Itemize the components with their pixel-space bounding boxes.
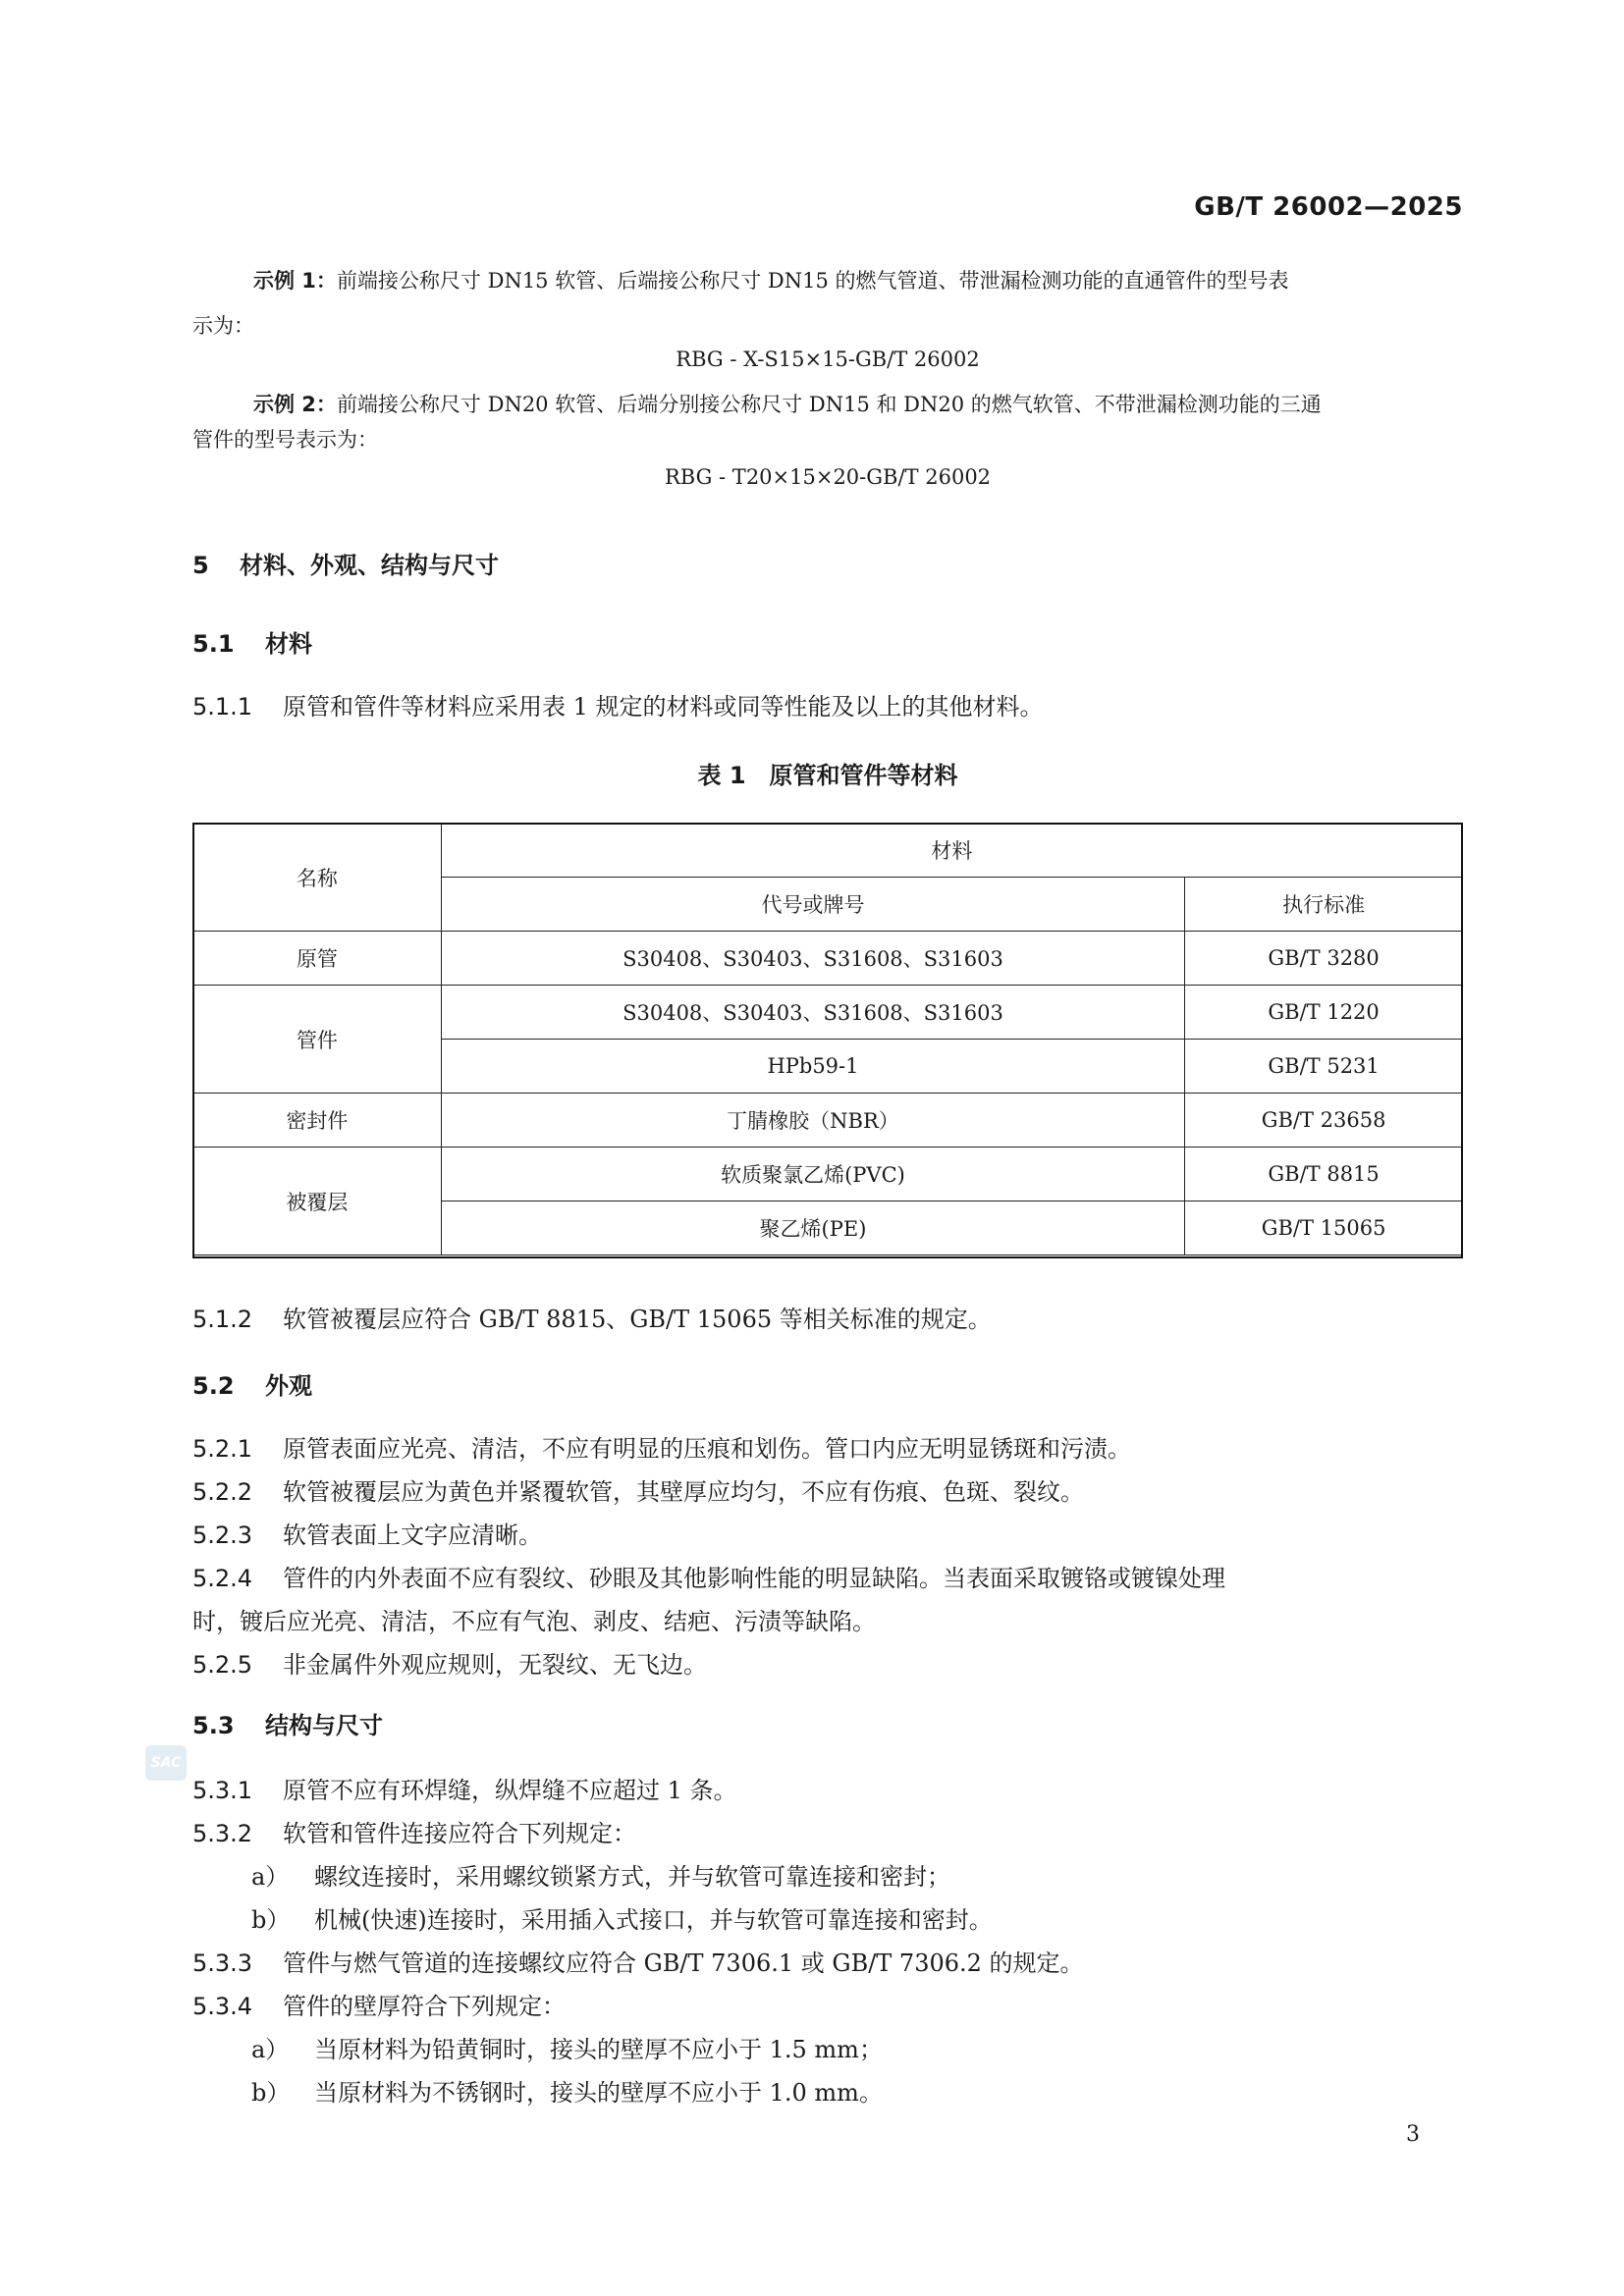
clause-number: 5.2.3: [192, 1522, 253, 1549]
clause-5-3-1: [192, 1773, 737, 1808]
page-number: 3: [1406, 2122, 1420, 2147]
clause-number: 5.1.2: [192, 1306, 253, 1333]
list-text: 当原材料为铅黄铜时，接头的壁厚不应小于 1.5 mm；: [314, 2036, 883, 2063]
table-row: [193, 932, 1463, 986]
cell-standard: GB/T 8815: [1185, 1148, 1463, 1201]
clause-5-1-1: [192, 689, 1044, 724]
cell-standard: GB/T 5231: [1185, 1040, 1463, 1094]
section-5-3-number: 5.3: [192, 1712, 235, 1739]
list-item: [251, 1902, 993, 1938]
table-row: [193, 1148, 1463, 1201]
clause-5-2-4: [192, 1561, 1225, 1596]
clause-text: 软管和管件连接应符合下列规定：: [283, 1820, 636, 1847]
header-material: 材料: [441, 824, 1462, 878]
table-row: [193, 1094, 1463, 1148]
section-5-3-heading: [192, 1708, 383, 1743]
clause-5-2-4-continued: 时，镀后应光亮、清洁，不应有气泡、剥皮、结疤、污渍等缺陷。: [192, 1608, 876, 1635]
example-1-text: 前端接公称尺寸 DN15 软管、后端接公称尺寸 DN15 的燃气管道、带泄漏检测功能的直通管件的型号表: [336, 269, 1289, 293]
section-5-3-title: 结构与尺寸: [265, 1712, 383, 1739]
section-5-title: 材料、外观、结构与尺寸: [240, 552, 499, 579]
list-item: [251, 2075, 883, 2110]
clause-text: 软管被覆层应为黄色并紧覆软管，其壁厚应均匀，不应有伤痕、色斑、裂纹。: [283, 1478, 1084, 1506]
clause-text: 软管被覆层应符合 GB/T 8815、GB/T 15065 等相关标准的规定。: [283, 1306, 992, 1333]
table-header-row: [193, 824, 1463, 878]
list-marker: b）: [251, 1906, 291, 1934]
table-row: [193, 986, 1463, 1040]
section-5-number: 5: [192, 552, 209, 579]
clause-number: 5.2.1: [192, 1435, 253, 1463]
section-5-1-number: 5.1: [192, 630, 235, 658]
clause-text: 软管表面上文字应清晰。: [283, 1522, 542, 1549]
example-2-line-1: [253, 389, 1322, 420]
list-item: [251, 2032, 883, 2067]
clause-number: 5.3.3: [192, 1949, 253, 1977]
sac-watermark-logo: SAC: [145, 1745, 187, 1781]
table-1-caption: 表 1 原管和管件等材料: [697, 762, 958, 789]
section-5-1-title: 材料: [265, 630, 312, 658]
section-5-heading: [192, 548, 499, 583]
cell-standard: GB/T 3280: [1185, 932, 1463, 986]
section-5-2-heading: [192, 1368, 312, 1404]
list-item: [251, 1859, 950, 1895]
list-text: 当原材料为不锈钢时，接头的壁厚不应小于 1.0 mm。: [314, 2079, 883, 2107]
header-name: 名称: [193, 824, 442, 932]
header-standard: 执行标准: [1185, 878, 1463, 932]
example-1-label: 示例 1：: [253, 269, 337, 293]
clause-text: 原管和管件等材料应采用表 1 规定的材料或同等性能及以上的其他材料。: [283, 693, 1044, 721]
clause-text: 原管表面应光亮、清洁，不应有明显的压痕和划伤。管口内应无明显锈斑和污渍。: [283, 1435, 1131, 1463]
materials-table: [192, 823, 1463, 1255]
cell-name: 密封件: [193, 1094, 442, 1148]
clause-text: 管件的内外表面不应有裂纹、砂眼及其他影响性能的明显缺陷。当表面采取镀铬或镀镍处理: [283, 1565, 1225, 1592]
clause-5-3-4: [192, 1989, 566, 2024]
clause-5-2-3: [192, 1518, 542, 1553]
example-2-line-2: 管件的型号表示为：: [192, 428, 378, 452]
cell-name: 被覆层: [193, 1148, 442, 1255]
cell-code: 丁腈橡胶（NBR）: [441, 1094, 1184, 1148]
clause-text: 非金属件外观应规则，无裂纹、无飞边。: [283, 1651, 707, 1679]
clause-5-3-2: [192, 1816, 636, 1851]
clause-5-3-3: [192, 1946, 1084, 1981]
example-2-code: RBG - T20×15×20-GB/T 26002: [664, 465, 992, 489]
clause-5-2-2: [192, 1474, 1084, 1510]
example-1-code: RBG - X-S15×15-GB/T 26002: [676, 347, 980, 371]
clause-number: 5.2.2: [192, 1478, 253, 1506]
list-marker: a）: [251, 1863, 290, 1891]
cell-name: 管件: [193, 986, 442, 1094]
cell-standard: GB/T 1220: [1185, 986, 1463, 1040]
list-marker: a）: [251, 2036, 290, 2063]
cell-code: S30408、S30403、S31608、S31603: [441, 932, 1184, 986]
cell-code: HPb59-1: [441, 1040, 1184, 1094]
cell-code: S30408、S30403、S31608、S31603: [441, 986, 1184, 1040]
section-5-1-heading: [192, 626, 312, 662]
example-2-label: 示例 2：: [253, 393, 337, 416]
clause-number: 5.2.5: [192, 1651, 253, 1679]
clause-text: 管件的壁厚符合下列规定：: [283, 1993, 566, 2020]
cell-standard: GB/T 23658: [1185, 1094, 1463, 1148]
example-2-text: 前端接公称尺寸 DN20 软管、后端分别接公称尺寸 DN15 和 DN20 的燃气软管、不带泄漏检测功能的三通: [336, 393, 1322, 416]
clause-text: 原管不应有环焊缝，纵焊缝不应超过 1 条。: [283, 1777, 737, 1804]
cell-code: 软质聚氯乙烯(PVC): [441, 1148, 1184, 1201]
clause-number: 5.3.1: [192, 1777, 253, 1804]
list-marker: b）: [251, 2079, 291, 2107]
clause-number: 5.2.4: [192, 1565, 253, 1592]
list-text: 机械(快速)连接时，采用插入式接口，并与软管可靠连接和密封。: [314, 1906, 993, 1934]
clause-5-2-5: [192, 1647, 707, 1682]
cell-code: 聚乙烯(PE): [441, 1201, 1184, 1255]
cell-name: 原管: [193, 932, 442, 986]
clause-number: 5.1.1: [192, 693, 253, 721]
clause-5-2-1: [192, 1431, 1131, 1467]
standard-number: GB/T 26002—2025: [1194, 192, 1463, 222]
clause-number: 5.3.2: [192, 1820, 253, 1847]
example-1-line-2: 示为：: [192, 314, 254, 338]
clause-text: 管件与燃气管道的连接螺纹应符合 GB/T 7306.1 或 GB/T 7306.2 的规定。: [283, 1949, 1084, 1977]
clause-number: 5.3.4: [192, 1993, 253, 2020]
clause-5-1-2: [192, 1302, 992, 1337]
list-text: 螺纹连接时，采用螺纹锁紧方式，并与软管可靠连接和密封；: [314, 1863, 950, 1891]
section-5-2-number: 5.2: [192, 1372, 235, 1400]
section-5-2-title: 外观: [265, 1372, 312, 1400]
example-1-line-1: [253, 265, 1289, 296]
header-code: 代号或牌号: [441, 878, 1184, 932]
cell-standard: GB/T 15065: [1185, 1201, 1463, 1255]
